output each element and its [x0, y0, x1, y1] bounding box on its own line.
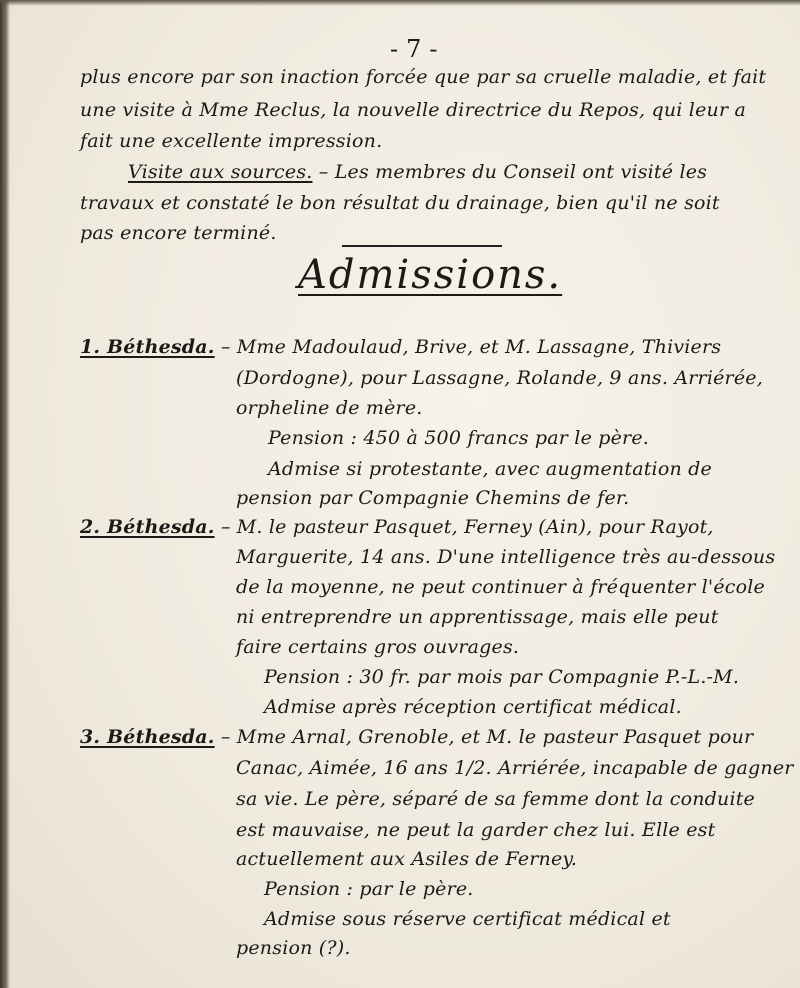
entry-1-first-line — [80, 336, 721, 358]
text-line: fait une excellente impression. — [80, 130, 383, 152]
page-number: - 7 - — [390, 35, 438, 63]
text-line: ni entreprendre un apprentissage, mais elle peut — [236, 606, 719, 628]
entry-label: 3. Béthesda. — [80, 726, 215, 748]
text-line: Pension : par le père. — [264, 878, 474, 900]
visite-paragraph — [128, 161, 707, 183]
text-line: travaux et constaté le bon résultat du drainage, bien qu'il ne soit — [80, 192, 720, 214]
text-line: Pension : 30 fr. par mois par Compagnie P.-L.-M. — [264, 666, 740, 688]
text-line: pas encore terminé. — [80, 222, 277, 244]
entry-text: – Mme Arnal, Grenoble, et M. le pasteur Pasquet pour — [214, 726, 754, 748]
text-line: actuellement aux Asiles de Ferney. — [236, 848, 578, 870]
text-line: une visite à Mme Reclus, la nouvelle directrice du Repos, qui leur a — [80, 99, 747, 121]
text-line: sa vie. Le père, séparé de sa femme dont la conduite — [236, 788, 756, 810]
text-line: Marguerite, 14 ans. D'une intelligence très au-dessous — [236, 546, 776, 568]
text-line: Pension : 450 à 500 francs par le père. — [268, 427, 650, 449]
text-line: orpheline de mère. — [236, 397, 423, 419]
text-line: pension (?). — [236, 937, 351, 959]
text-line: plus encore par son inaction forcée que par sa cruelle maladie, et fait — [80, 66, 767, 88]
text-line: de la moyenne, ne peut continuer à fréquenter l'école — [236, 576, 765, 598]
text-line: faire certains gros ouvrages. — [236, 636, 520, 658]
text-line: (Dordogne), pour Lassagne, Rolande, 9 ans. Arriérée, — [236, 367, 763, 389]
text-line: Canac, Aimée, 16 ans 1/2. Arriérée, incapable de gagner — [236, 757, 794, 779]
entry-label: 1. Béthesda. — [80, 336, 215, 358]
page-shadow-top — [0, 0, 800, 6]
entry-text: – Mme Madoulaud, Brive, et M. Lassagne, Thiviers — [214, 336, 722, 358]
visite-title: Visite aux sources. — [128, 161, 313, 183]
page-shadow-left — [0, 0, 10, 988]
visite-text: – Les membres du Conseil ont visité les — [312, 161, 708, 183]
text-line: Admise sous réserve certificat médical et — [264, 908, 671, 930]
entry-text: – M. le pasteur Pasquet, Ferney (Ain), pour Rayot, — [214, 516, 714, 538]
text-line: Admise après réception certificat médical. — [264, 696, 682, 718]
text-line: pension par Compagnie Chemins de fer. — [236, 487, 630, 509]
text-line: est mauvaise, ne peut la garder chez lui. Elle est — [236, 819, 716, 841]
entry-3-first-line — [80, 726, 753, 748]
separator-rule — [342, 245, 502, 247]
entry-2-first-line — [80, 516, 714, 538]
entry-label: 2. Béthesda. — [80, 516, 215, 538]
text-line: Admise si protestante, avec augmentation de — [268, 458, 712, 480]
section-heading: Admissions. — [298, 252, 563, 298]
